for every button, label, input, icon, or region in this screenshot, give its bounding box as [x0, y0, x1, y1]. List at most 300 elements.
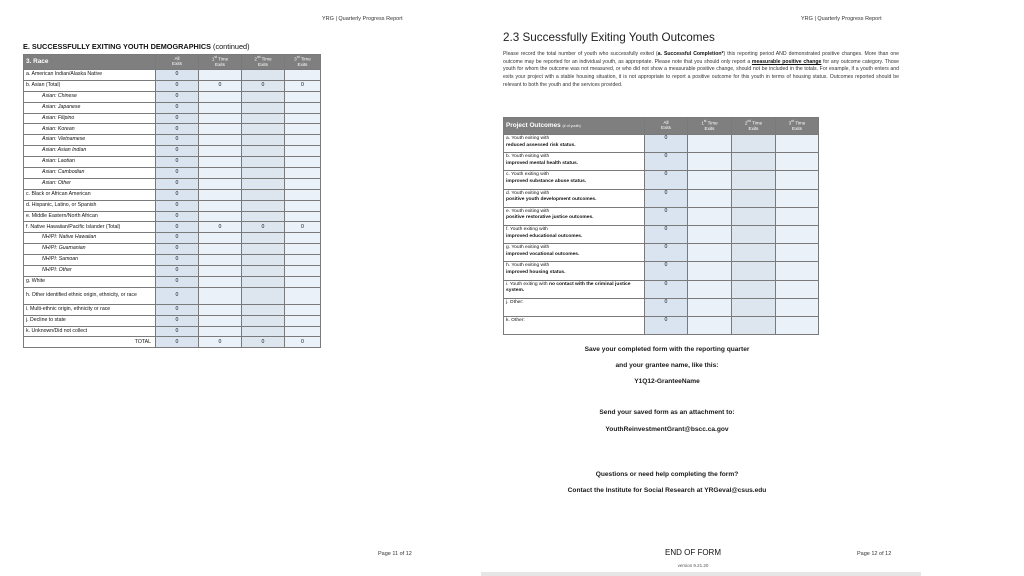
row-label: Asian: Asian Indian — [24, 146, 156, 157]
value-cell[interactable]: 0 — [156, 135, 199, 146]
value-cell[interactable] — [285, 304, 321, 315]
value-cell[interactable] — [285, 135, 321, 146]
value-cell[interactable] — [242, 135, 285, 146]
value-cell[interactable]: 0 — [645, 153, 688, 171]
column-header-suffix: st — [214, 55, 217, 60]
outcome-prefix: h. Youth exiting with — [506, 263, 550, 269]
example-filename: Y1Q12-GranteeName — [634, 378, 700, 385]
column-header-exits: Exits — [258, 61, 268, 67]
column-header-exits: Exits — [748, 125, 759, 131]
column-header-exits: Exits — [661, 125, 671, 130]
intro-text-1: Please record the total number of youth who successfully exited ( — [503, 51, 658, 57]
value-cell[interactable] — [688, 298, 732, 316]
save-instruction-1: Save your completed form with the reporting quarter — [584, 346, 750, 353]
value-cell[interactable]: 0 — [645, 280, 688, 298]
column-header-time: Time — [706, 120, 718, 126]
value-cell[interactable] — [285, 200, 321, 211]
table-row — [24, 146, 321, 157]
section-continued: (continued) — [213, 42, 250, 51]
table-row — [24, 244, 321, 255]
value-cell[interactable] — [199, 124, 242, 135]
value-cell[interactable] — [199, 233, 242, 244]
column-header-all: All — [663, 120, 669, 126]
outcome-prefix: k. Other: — [506, 317, 525, 323]
value-cell[interactable] — [285, 189, 321, 200]
row-label: b. Asian (Total) — [24, 80, 156, 91]
table-row — [504, 316, 819, 334]
value-cell[interactable] — [242, 91, 285, 102]
value-cell[interactable] — [199, 70, 242, 81]
value-cell[interactable] — [199, 287, 242, 304]
value-cell[interactable] — [688, 244, 732, 262]
value-cell[interactable] — [688, 316, 732, 334]
value-cell[interactable] — [732, 153, 776, 171]
column-header-suffix: rd — [296, 55, 300, 60]
value-cell[interactable] — [285, 70, 321, 81]
value-cell[interactable] — [242, 244, 285, 255]
outcome-name: improved mental health status. — [506, 160, 579, 166]
value-cell[interactable] — [776, 171, 819, 189]
table-row — [504, 244, 819, 262]
value-cell[interactable] — [732, 207, 776, 225]
value-cell[interactable] — [285, 211, 321, 222]
value-cell[interactable] — [732, 189, 776, 207]
table-row — [504, 280, 819, 298]
outcome-prefix: c. Youth exiting with — [506, 172, 549, 178]
value-cell[interactable]: 0 — [199, 222, 242, 233]
value-cell[interactable]: 0 — [645, 189, 688, 207]
column-header — [645, 118, 688, 135]
value-cell[interactable] — [776, 153, 819, 171]
value-cell[interactable] — [242, 304, 285, 315]
version-label: version 9.21.20 — [677, 563, 709, 568]
outcome-label — [504, 316, 645, 334]
value-cell[interactable] — [285, 124, 321, 135]
value-cell[interactable]: 0 — [156, 70, 199, 81]
column-header-exits: Exits — [215, 61, 225, 67]
value-cell[interactable] — [199, 211, 242, 222]
value-cell[interactable] — [688, 153, 732, 171]
row-label: Asian: Japanese — [24, 102, 156, 113]
value-cell[interactable]: 0 — [156, 244, 199, 255]
value-cell[interactable] — [199, 189, 242, 200]
questions-line: Questions or need help completing the form? — [595, 471, 739, 478]
send-instruction: Send your saved form as an attachment to: — [599, 409, 735, 416]
value-cell[interactable] — [199, 326, 242, 337]
value-cell[interactable]: 0 — [156, 102, 199, 113]
value-cell[interactable] — [242, 233, 285, 244]
value-cell[interactable] — [285, 102, 321, 113]
value-cell[interactable] — [285, 91, 321, 102]
page-edge — [481, 572, 921, 576]
value-cell[interactable] — [242, 326, 285, 337]
report-header: YRG | Quarterly Progress Report — [322, 16, 403, 22]
value-cell[interactable] — [199, 157, 242, 168]
value-cell[interactable] — [199, 146, 242, 157]
value-cell[interactable] — [285, 255, 321, 266]
outcome-label — [504, 244, 645, 262]
value-cell[interactable]: 0 — [156, 287, 199, 304]
value-cell[interactable] — [776, 316, 819, 334]
value-cell[interactable] — [688, 225, 732, 243]
outcome-prefix: a. Youth exiting with — [506, 136, 550, 141]
row-label: Asian: Chinese — [24, 91, 156, 102]
value-cell[interactable] — [242, 211, 285, 222]
value-cell[interactable] — [285, 244, 321, 255]
value-cell[interactable] — [776, 244, 819, 262]
outcomes-header-label — [504, 118, 645, 135]
row-label: Asian: Filipino — [24, 113, 156, 124]
value-cell[interactable]: 0 — [242, 222, 285, 233]
value-cell[interactable]: 0 — [156, 168, 199, 179]
page-11 — [0, 0, 480, 576]
value-cell[interactable] — [732, 298, 776, 316]
value-cell[interactable] — [732, 280, 776, 298]
value-cell[interactable] — [285, 157, 321, 168]
value-cell[interactable]: 0 — [156, 233, 199, 244]
value-cell[interactable]: 0 — [156, 91, 199, 102]
row-label: i. Multi-ethnic origin, ethnicity or race — [24, 304, 156, 315]
value-cell[interactable]: 0 — [156, 178, 199, 189]
table-row — [24, 189, 321, 200]
value-cell[interactable] — [242, 178, 285, 189]
table-row — [24, 91, 321, 102]
column-header — [242, 55, 285, 70]
outcome-name: positive restorative justice outcomes. — [506, 215, 594, 221]
value-cell[interactable] — [199, 304, 242, 315]
value-cell[interactable]: 0 — [156, 157, 199, 168]
row-label: Asian: Vietnamese — [24, 135, 156, 146]
outcome-label — [504, 298, 645, 316]
outcome-label — [504, 207, 645, 225]
outcome-label — [504, 262, 645, 280]
table-row — [24, 222, 321, 233]
value-cell[interactable]: 0 — [156, 211, 199, 222]
outcome-prefix: j. Other: — [506, 299, 524, 305]
value-cell[interactable]: 0 — [156, 222, 199, 233]
value-cell[interactable] — [242, 168, 285, 179]
save-instruction-2: and your grantee name, like this: — [615, 362, 719, 369]
table-row — [24, 255, 321, 266]
table-row — [504, 171, 819, 189]
value-cell[interactable] — [285, 287, 321, 304]
outcome-label — [504, 171, 645, 189]
column-header-exits: Exits — [792, 125, 802, 131]
outcomes-table — [503, 117, 819, 335]
column-header-ordinal: 1 — [701, 120, 704, 126]
row-label: g. White — [24, 276, 156, 287]
column-header-exits: Exits — [172, 61, 182, 66]
row-label: a. American Indian/Alaska Native — [24, 70, 156, 81]
value-cell[interactable]: 0 — [645, 207, 688, 225]
outcome-prefix: f. Youth exiting with — [506, 226, 548, 232]
race-label: 3. Race — [26, 57, 49, 65]
table-row — [24, 266, 321, 277]
value-cell[interactable]: 0 — [156, 255, 199, 266]
value-cell[interactable] — [776, 262, 819, 280]
column-header-ordinal: 3 — [788, 120, 792, 126]
value-cell[interactable]: 0 — [156, 337, 199, 348]
page-number: Page 11 of 12 — [378, 551, 412, 557]
value-cell[interactable]: 0 — [156, 266, 199, 277]
column-header — [776, 118, 819, 135]
value-cell[interactable] — [285, 146, 321, 157]
value-cell[interactable] — [285, 178, 321, 189]
report-header: YRG | Quarterly Progress Report — [801, 16, 882, 22]
value-cell[interactable]: 0 — [285, 80, 321, 91]
outcome-name: positive youth development outcomes. — [506, 197, 597, 203]
value-cell[interactable] — [242, 146, 285, 157]
value-cell[interactable] — [688, 207, 732, 225]
column-header-ordinal: 2 — [254, 56, 257, 62]
section-title — [23, 42, 250, 51]
outcome-label — [504, 189, 645, 207]
value-cell[interactable]: 0 — [156, 200, 199, 211]
value-cell[interactable] — [732, 225, 776, 243]
value-cell[interactable]: 0 — [199, 80, 242, 91]
value-cell[interactable] — [285, 276, 321, 287]
value-cell[interactable] — [199, 276, 242, 287]
outcome-prefix: b. Youth exiting with — [506, 154, 550, 160]
value-cell[interactable] — [199, 102, 242, 113]
value-cell[interactable]: 0 — [156, 113, 199, 124]
outcome-prefix: d. Youth exiting with — [506, 190, 550, 196]
column-header-ordinal: 2 — [744, 120, 748, 126]
outcomes-title: 2.3 Successfully Exiting Youth Outcomes — [503, 31, 715, 44]
intro-text-2: ) this reporting period AND demonstrated positive changes. More than one outcome may be reported for an individual youth, as appropriate. Please note that you should only report a — [503, 51, 899, 65]
row-label: NH/PI: Other — [24, 266, 156, 277]
value-cell[interactable] — [199, 244, 242, 255]
table-row — [504, 225, 819, 243]
column-header-time: Time — [794, 120, 806, 126]
value-cell[interactable] — [199, 266, 242, 277]
value-cell[interactable] — [285, 326, 321, 337]
column-header-all: All — [174, 56, 180, 62]
value-cell[interactable] — [732, 262, 776, 280]
value-cell[interactable] — [688, 262, 732, 280]
column-header — [199, 55, 242, 70]
value-cell[interactable] — [285, 233, 321, 244]
value-cell[interactable] — [199, 135, 242, 146]
value-cell[interactable] — [285, 168, 321, 179]
outcome-prefix: i. Youth exiting with — [506, 281, 549, 287]
value-cell[interactable]: 0 — [242, 80, 285, 91]
column-header-suffix: nd — [256, 55, 261, 60]
table-row — [24, 276, 321, 287]
table-row — [504, 153, 819, 171]
table-row — [24, 70, 321, 81]
race-header-label — [24, 55, 156, 70]
column-header-ordinal: 3 — [294, 56, 297, 62]
value-cell[interactable]: 0 — [156, 189, 199, 200]
value-cell[interactable] — [242, 70, 285, 81]
value-cell[interactable] — [732, 244, 776, 262]
value-cell[interactable]: 0 — [645, 171, 688, 189]
outcome-name: no contact with the criminal justice system. — [506, 281, 631, 294]
value-cell[interactable] — [242, 124, 285, 135]
value-cell[interactable]: 0 — [156, 304, 199, 315]
row-label: NH/PI: Native Hawaiian — [24, 233, 156, 244]
table-row — [24, 178, 321, 189]
column-header-time: Time — [750, 120, 763, 126]
column-header-ordinal: 1 — [211, 56, 215, 62]
page-number: Page 12 of 12 — [857, 551, 892, 557]
column-header-exits: Exits — [704, 125, 715, 131]
value-cell[interactable] — [242, 287, 285, 304]
race-table — [23, 54, 321, 348]
value-cell[interactable] — [688, 135, 732, 153]
outcome-label — [504, 225, 645, 243]
value-cell[interactable] — [776, 207, 819, 225]
intro-successful-completion: a. Successful Completion* — [657, 51, 724, 57]
outcome-name: improved housing status. — [506, 269, 566, 275]
outcome-name: improved educational outcomes. — [506, 233, 583, 239]
value-cell[interactable]: 0 — [156, 146, 199, 157]
contact-line[interactable]: Contact the Institute for Social Research at YRGeval@csus.edu — [567, 487, 767, 494]
column-header-time: Time — [216, 56, 229, 62]
table-row — [504, 298, 819, 316]
row-label: Asian: Korean — [24, 124, 156, 135]
value-cell[interactable]: 0 — [645, 135, 688, 153]
value-cell[interactable]: 0 — [645, 262, 688, 280]
value-cell[interactable] — [732, 316, 776, 334]
value-cell[interactable]: 0 — [645, 298, 688, 316]
row-label: d. Hispanic, Latino, or Spanish — [24, 200, 156, 211]
outcome-label — [504, 153, 645, 171]
value-cell[interactable]: 0 — [285, 222, 321, 233]
column-header-suffix: rd — [791, 119, 795, 124]
value-cell[interactable] — [242, 189, 285, 200]
outcome-prefix: e. Youth exiting with — [506, 208, 550, 214]
value-cell[interactable] — [242, 200, 285, 211]
intro-measurable-change: measurable positive change — [751, 58, 822, 65]
table-row — [24, 287, 321, 304]
table-row — [24, 113, 321, 124]
table-row — [24, 102, 321, 113]
value-cell[interactable] — [732, 135, 776, 153]
outcome-name: reduced assessed risk status. — [506, 142, 576, 148]
value-cell[interactable] — [199, 255, 242, 266]
value-cell[interactable] — [242, 157, 285, 168]
intro-text-3: for any outcome category. Those youth for whom the outcome was not measured, or who did not show a measurable positive change, should not be included in the totals. For example, if a youth enters and exits your project with a stable housing situation, it is not appropriate to report a positive outcome for this youth in terms of housing status. Outcomes reported should be relevant to both the youth and the services provided. — [503, 58, 899, 88]
value-cell[interactable] — [199, 168, 242, 179]
value-cell[interactable] — [285, 113, 321, 124]
value-cell[interactable] — [688, 280, 732, 298]
column-header — [156, 55, 199, 70]
table-row — [504, 262, 819, 280]
table-row — [24, 315, 321, 326]
value-cell[interactable]: 0 — [156, 326, 199, 337]
table-row — [24, 304, 321, 315]
column-header — [688, 118, 732, 135]
value-cell[interactable] — [242, 102, 285, 113]
value-cell[interactable] — [199, 315, 242, 326]
value-cell[interactable] — [688, 171, 732, 189]
outcome-prefix: g. Youth exiting with — [506, 245, 550, 251]
value-cell[interactable] — [199, 91, 242, 102]
value-cell[interactable] — [776, 135, 819, 153]
column-header-time: Time — [299, 56, 311, 62]
value-cell[interactable]: 0 — [156, 124, 199, 135]
value-cell[interactable] — [242, 276, 285, 287]
value-cell[interactable] — [242, 113, 285, 124]
value-cell[interactable]: 0 — [645, 244, 688, 262]
table-row — [24, 168, 321, 179]
value-cell[interactable] — [285, 315, 321, 326]
row-label: c. Black or African American — [24, 189, 156, 200]
value-cell[interactable] — [285, 266, 321, 277]
table-row — [504, 189, 819, 207]
value-cell[interactable] — [199, 200, 242, 211]
outcome-name: improved vocational outcomes. — [506, 251, 580, 257]
submission-email[interactable]: YouthReinvestmentGrant@bscc.ca.gov — [605, 426, 729, 433]
table-row — [24, 337, 321, 348]
value-cell[interactable] — [776, 298, 819, 316]
table-row — [24, 157, 321, 168]
value-cell[interactable] — [199, 113, 242, 124]
value-cell[interactable]: 0 — [156, 80, 199, 91]
value-cell[interactable]: 0 — [156, 276, 199, 287]
end-of-form: END OF FORM — [665, 548, 721, 557]
outcomes-intro — [503, 51, 899, 90]
row-label: k. Unknown/Did not collect — [24, 326, 156, 337]
column-header-suffix: nd — [747, 119, 751, 124]
value-cell[interactable]: 0 — [645, 225, 688, 243]
value-cell[interactable] — [776, 280, 819, 298]
value-cell[interactable] — [199, 178, 242, 189]
value-cell[interactable] — [242, 255, 285, 266]
value-cell[interactable]: 0 — [156, 315, 199, 326]
column-header-exits: Exits — [297, 61, 308, 67]
column-header — [732, 118, 776, 135]
value-cell[interactable] — [732, 171, 776, 189]
column-header — [285, 55, 321, 70]
value-cell[interactable] — [242, 315, 285, 326]
table-row — [24, 135, 321, 146]
outcomes-label: Project Outcomes — [506, 121, 561, 129]
column-header-time: Time — [260, 56, 272, 62]
table-row — [504, 135, 819, 153]
row-label: NH/PI: Samoan — [24, 255, 156, 266]
section-title-text: E. SUCCESSFULLY EXITING YOUTH DEMOGRAPHICS — [23, 42, 211, 51]
table-row — [24, 211, 321, 222]
table-row — [24, 200, 321, 211]
table-row — [24, 124, 321, 135]
value-cell[interactable] — [688, 189, 732, 207]
value-cell[interactable] — [776, 225, 819, 243]
value-cell[interactable]: 0 — [242, 337, 285, 348]
row-label: NH/PI: Guamanian — [24, 244, 156, 255]
outcome-name: improved substance abuse status. — [506, 178, 587, 184]
row-label: TOTAL — [24, 337, 156, 348]
row-label: Asian: Other — [24, 178, 156, 189]
value-cell[interactable] — [242, 266, 285, 277]
row-label: Asian: Laotian — [24, 157, 156, 168]
value-cell[interactable]: 0 — [199, 337, 242, 348]
table-row — [24, 233, 321, 244]
row-label: h. Other identified ethnic origin, ethnicity, or race — [24, 287, 156, 304]
row-label: Asian: Cambodian — [24, 168, 156, 179]
value-cell[interactable] — [776, 189, 819, 207]
outcome-label — [504, 135, 645, 153]
row-label: f. Native Hawaiian/Pacific Islander (Total) — [24, 222, 156, 233]
row-label: e. Middle Eastern/North African — [24, 211, 156, 222]
table-row — [24, 326, 321, 337]
outcome-label — [504, 280, 645, 298]
value-cell[interactable]: 0 — [285, 337, 321, 348]
table-row — [24, 80, 321, 91]
value-cell[interactable]: 0 — [645, 316, 688, 334]
